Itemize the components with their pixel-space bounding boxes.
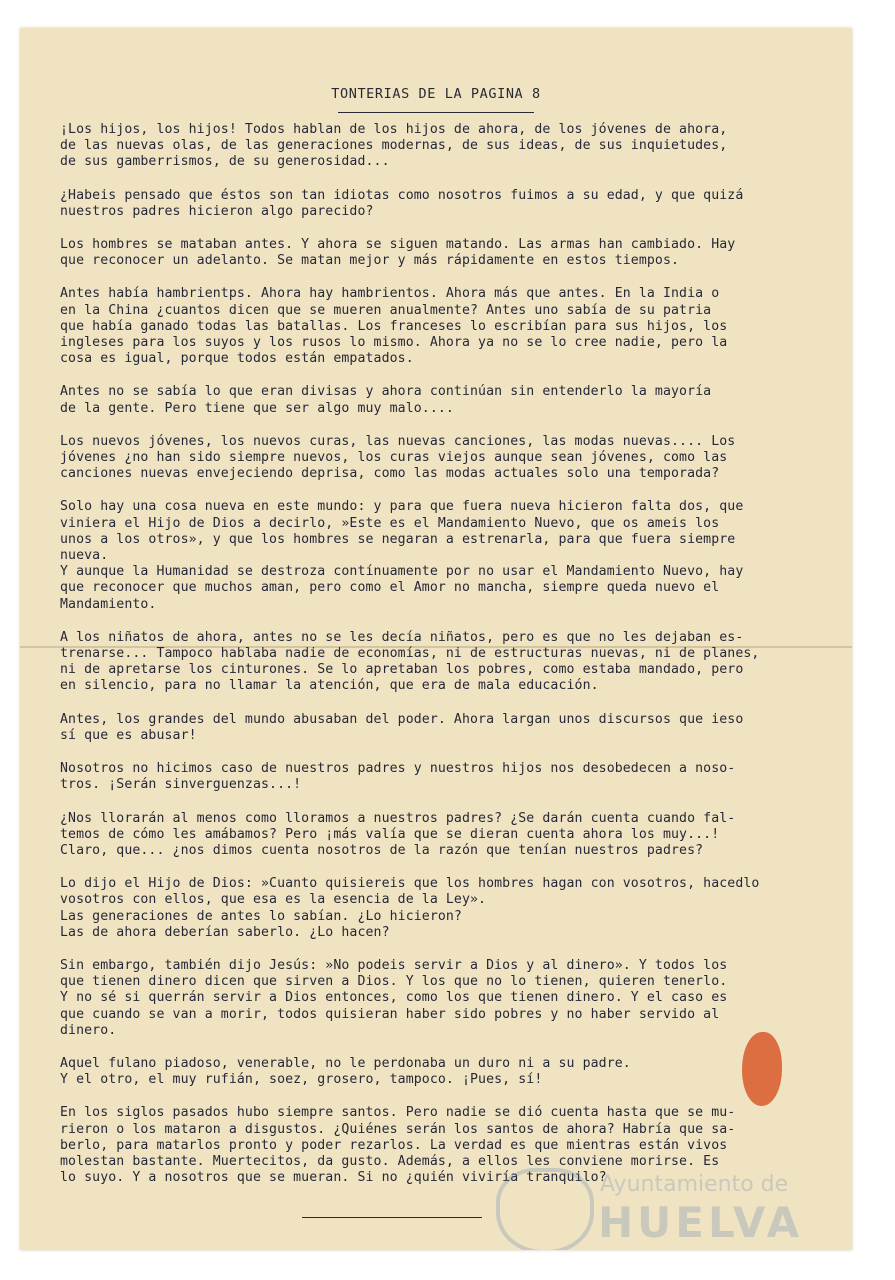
paragraph — [60, 958, 830, 1039]
text-line: Mandamiento. — [60, 596, 157, 612]
paragraph — [60, 876, 830, 941]
text-line: que tienen dinero dicen que sirven a Dios. Y los que no lo tienen, quieren tenerlo. — [60, 974, 728, 990]
paragraph — [60, 761, 830, 793]
text-line: Las de ahora deberían saberlo. ¿Lo hacen? — [60, 924, 390, 940]
paragraph — [60, 384, 830, 416]
text-line: Solo hay una cosa nueva en este mundo: y para que fuera nueva hicieron falta dos, que — [60, 499, 744, 515]
text-line: trenarse... Tampoco hablaba nadie de economías, ni de estructuras nuevas, ni de planes, — [60, 646, 760, 662]
red-stamp-mark — [742, 1032, 782, 1106]
text-line: Los nuevos jóvenes, los nuevos curas, las nuevas canciones, las modas nuevas.... Los — [60, 433, 736, 449]
text-line: berlo, para matarlos pronto y poder rezarlos. La verdad es que mientras están vivos — [60, 1137, 728, 1153]
text-line: Y el otro, el muy rufián, soez, grosero, tampoco. ¡Pues, sí! — [60, 1072, 543, 1088]
title-underline — [338, 112, 534, 113]
text-line: nueva. — [60, 548, 109, 564]
text-line: ¡Los hijos, los hijos! Todos hablan de los hijos de ahora, de los jóvenes de ahora, — [60, 122, 728, 137]
text-line: Antes, los grandes del mundo abusaban del poder. Ahora largan unos discursos que ieso — [60, 711, 744, 727]
document-title: TONTERIAS DE LA PAGINA 8 — [331, 86, 541, 102]
document-header — [20, 86, 852, 113]
text-line: Antes no se sabía lo que eran divisas y ahora continúan sin entenderlo la mayoría — [60, 384, 712, 400]
text-line: ¿Nos llorarán al menos como lloramos a nuestros padres? ¿Se darán cuenta cuando fal- — [60, 810, 736, 826]
text-line: Y no sé si querrán servir a Dios entonces, como los que tienen dinero. Y el caso es — [60, 990, 728, 1006]
text-line: unos a los otros», y que los hombres se negaran a estrenarla, para que fuera siempre — [60, 531, 736, 547]
coat-of-arms-icon — [496, 1168, 594, 1250]
archive-watermark — [490, 1158, 830, 1248]
text-line: canciones nuevas envejeciendo deprisa, como las modas actuales solo una temporada? — [60, 466, 720, 482]
paragraph — [60, 286, 830, 367]
text-line: tros. ¡Serán sinverguenzas...! — [60, 777, 302, 793]
paragraph — [60, 811, 830, 860]
text-line: que cuando se van a morir, todos quisieran haber sido pobres y no haber servido al — [60, 1006, 720, 1022]
text-line: dinero. — [60, 1022, 117, 1038]
text-line: lo suyo. Y a nosotros que se mueran. Si no ¿quién viviría tranquilo? — [60, 1170, 607, 1186]
watermark-line-1: Ayuntamiento de — [600, 1172, 789, 1197]
text-line: nuestros padres hicieron algo parecido? — [60, 203, 374, 219]
text-line: en la China ¿cuantos dicen que se mueren anualmente? Antes uno sabía de su patria — [60, 302, 712, 318]
text-line: de la gente. Pero tiene que ser algo muy malo.... — [60, 400, 454, 416]
text-line: que había ganado todas las batallas. Los franceses lo escribían para sus hijos, los — [60, 318, 728, 334]
paragraph — [60, 499, 830, 612]
text-line: Sin embargo, también dijo Jesús: »No podeis servir a Dios y al dinero». Y todos los — [60, 957, 728, 973]
text-line: temos de cómo les amábamos? Pero ¡más valía que se dieran cuenta ahora los muy...! — [60, 826, 720, 842]
text-line: ¿Habeis pensado que éstos son tan idiotas como nosotros fuimos a su edad, y que quizá — [60, 187, 744, 203]
watermark-line-2: HUELVA — [598, 1198, 804, 1247]
text-line: vosotros con ellos, que esa es la esencia de la Ley». — [60, 892, 487, 908]
text-line: Nosotros no hicimos caso de nuestros padres y nuestros hijos nos desobedecen a noso- — [60, 761, 736, 777]
text-line: Y aunque la Humanidad se destroza contínuamente por no usar el Mandamiento Nuevo, hay — [60, 564, 744, 580]
text-line: A los niñatos de ahora, antes no se les decía niñatos, pero es que no les dejaban es- — [60, 629, 744, 645]
text-line: jóvenes ¿no han sido siempre nuevos, los curas viejos aunque sean jóvenes, como las — [60, 450, 728, 466]
paragraph — [60, 712, 830, 744]
text-line: viniera el Hijo de Dios a decirlo, »Este es el Mandamiento Nuevo, que os ameis los — [60, 515, 720, 531]
paragraph — [60, 1056, 830, 1088]
text-line: Claro, que... ¿nos dimos cuenta nosotros de la razón que tenían nuestros padres? — [60, 842, 704, 858]
paragraph — [60, 122, 830, 171]
end-rule — [302, 1217, 482, 1218]
text-line: Aquel fulano piadoso, venerable, no le perdonaba un duro ni a su padre. — [60, 1055, 631, 1071]
text-line: ni de apretarse los cinturones. Se lo apretaban los pobres, como estaba mandado, pero — [60, 662, 744, 678]
paragraph — [60, 630, 830, 695]
document-page — [20, 28, 852, 1250]
text-line: Antes había hambrientps. Ahora hay hambrientos. Ahora más que antes. En la India o — [60, 286, 720, 302]
paragraph — [60, 188, 830, 220]
text-line: cosa es igual, porque todos están empatados. — [60, 351, 414, 367]
text-line: sí que es abusar! — [60, 727, 197, 743]
text-line: Lo dijo el Hijo de Dios: »Cuanto quisiereis que los hombres hagan con vosotros, hacedlo — [60, 876, 760, 892]
text-line: ingleses para los suyos y los rusos lo mismo. Ahora ya no se lo cree nadie, pero la — [60, 335, 728, 351]
text-line: Las generaciones de antes lo sabían. ¿Lo hicieron? — [60, 908, 462, 924]
paragraph — [60, 434, 830, 483]
text-line: de sus gamberrismos, de su generosidad... — [60, 154, 390, 170]
text-line: Los hombres se mataban antes. Y ahora se siguen matando. Las armas han cambiado. Hay — [60, 237, 736, 253]
document-body — [60, 122, 830, 1203]
paragraph — [60, 237, 830, 269]
text-line: que reconocer un adelanto. Se matan mejor y más rápidamente en estos tiempos. — [60, 253, 680, 269]
text-line: de las nuevas olas, de las generaciones modernas, de sus ideas, de sus inquietudes, — [60, 138, 728, 154]
text-line: rieron o los mataron a disgustos. ¿Quiénes serán los santos de ahora? Habría que sa- — [60, 1121, 736, 1137]
text-line: en silencio, para no llamar la atención, que era de mala educación. — [60, 678, 599, 694]
text-line: molestan bastante. Muertecitos, da gusto. Además, a ellos les conviene morirse. Es — [60, 1153, 720, 1169]
text-line: En los siglos pasados hubo siempre santos. Pero nadie se dió cuenta hasta que se mu- — [60, 1105, 736, 1121]
text-line: que reconocer que muchos aman, pero como el Amor no mancha, siempre queda nuevo el — [60, 580, 720, 596]
